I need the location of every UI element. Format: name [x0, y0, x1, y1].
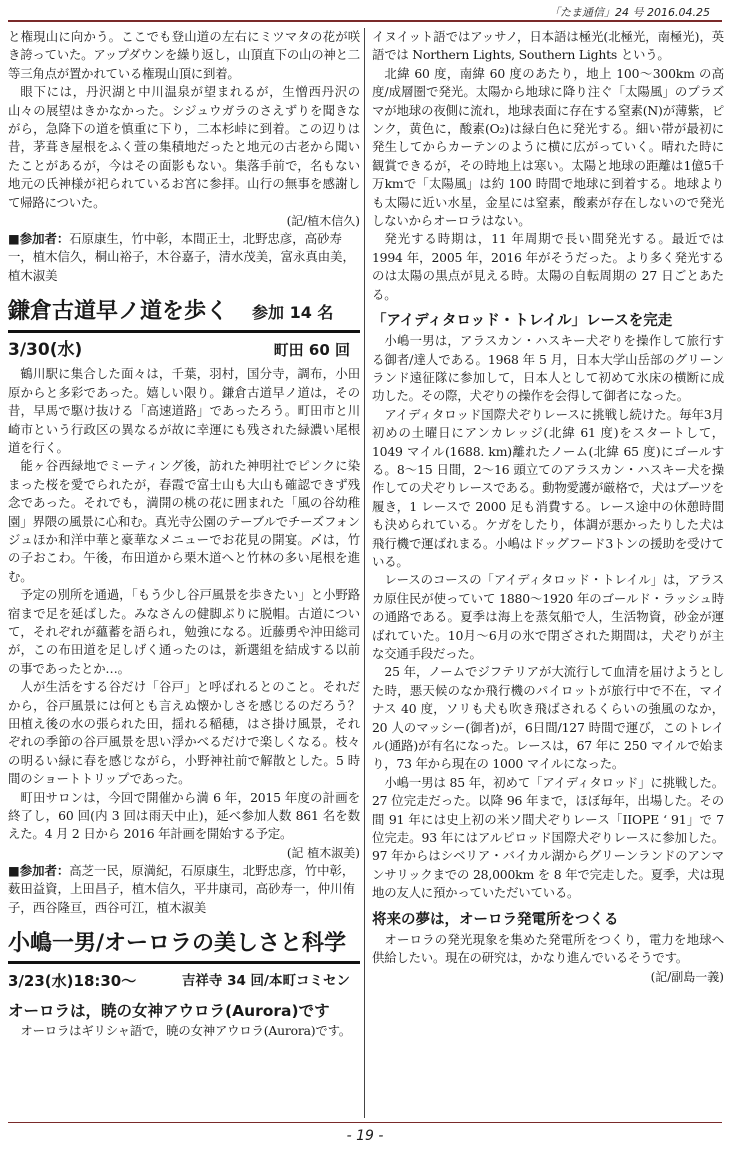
event-venue: 町田 60 回 — [273, 341, 350, 360]
issue-header: 「たま通信」24 号 2016.04.25 — [549, 6, 710, 19]
paragraph: アイディタロッド国際犬ぞりレースに挑戦し続けた。毎年3月初めの土曜日にアンカレッジ(北緯 61 度)をスタートして，1049 マイル(1688. km)離れたノーム(北緯 65 度)にゴールする。8〜15 日間，2〜16 頭立てのアラスカン・ハスキー犬を操作しての犬ぞりレースである。動物愛護が厳格で，犬はブーツを履き，1 レースで 2000 足も消費する。レース途中の休憩時間も決められている。ケガをしたり，体調が悪かったりした犬は飛行機で運ばれまる。小嶋はドッグフード3トンの援助を受けている。 — [372, 406, 724, 569]
paragraph: 小嶋一男は，アラスカン・ハスキー犬ぞりを操作して旅行する御者/達人である。1968 年 5 月，日本大学山岳部のグリーンランド遠征隊に参加して，日本人として初めて氷床の横断に成功した。その際，犬ぞりの操作を会得して御者になった。 — [372, 333, 724, 404]
event-venue: 吉祥寺 34 回/本町コミセン — [181, 973, 350, 990]
paragraph: オーロラの発光現象を集めた発電所をつくり，電力を地球へ供給したい。現在の研究は，かなり進んでいるそうです。 — [372, 931, 724, 966]
footer-rule — [8, 1122, 722, 1123]
paragraph: 北緯 60 度，南緯 60 度のあたり，地上 100〜300km の高度/成層圏で発光。太陽から地球に降り注ぐ「太陽風」のプラズマが地球の夜側に流れ，地球表面に存在する窒素(N)が薄紫，ピンク，黄色に，酸素(O₂)は緑白色に発光する。細い帯が最初に発生してからカーテンのように横に広がっていく。晴れた時に観賞できるが，その時地上は寒い。太陽と地球の距離は1億5千万kmで「太陽風」は約 100 時間で地球に到着する。地球よりも太陽に近い水星，金星には窒素，酸素が存在しないので発光しないからオーロラはない。 — [372, 65, 724, 229]
participants-names: 高芝一民，原満紀，石原康生，北野忠彦，竹中彰，薮田益資，上田昌子，植木信久，平井康司，高砂寿一，仲川侑子，西谷隆亘，西谷可江，植木淑美 — [8, 862, 355, 915]
paragraph: 鶴川駅に集合した面々は，千葉，羽村，国分寺，調布，小田原からと多彩であった。嬉しい限り。鎌倉古道早ノ道は，その昔，早馬で駆け抜ける「高速道路」であったろう。町田市と川崎市という行政区の異なるが故に幸運にも残された緑濃い尾根道を行く。 — [8, 366, 360, 455]
article-title-text: 鎌倉古道早ノ道を歩く — [8, 299, 229, 325]
article-title: 小嶋一男/オーロラの美しさと科学 — [8, 929, 360, 964]
paragraph: 25 年，ノームでジフテリアが大流行して血清を届けようとした時，悪天候のなか飛行機のパイロットが旅行中で不在，マイナス 40 度，ソリも犬も吹き飛ばされるくらいの強風のなか，20 人のマッシー(御者)が，6日間/127 時間で運び，このトレイル(通路)が有名になった。レースは，67 年に 250 マイルで始まり，73 年から現在の 1000 マイルになった。 — [372, 664, 724, 772]
participants-names: 石原康生，竹中彰，本間正士，北野忠彦，高砂寿一，植木信久，桐山裕子，木谷嘉子，清水茂美，富永真由美，植木淑美 — [8, 231, 355, 283]
paragraph: 町田サロンは，今回で開催から満 6 年，2015 年度の計画を終了し，60 回(内 3 回は雨天中止)，延べ参加人数 861 名を数えた。4 月 2 日から 2016 年計画を開始する予定。 — [8, 789, 360, 842]
section-heading: オーロラは，暁の女神アウロラ(Aurora)です — [8, 1002, 330, 1021]
section-heading: 将来の夢は，オーロラ発電所をつくる — [372, 911, 619, 928]
author-signature: (記/植木信久) — [286, 214, 360, 229]
event-info — [8, 968, 360, 994]
participant-count: 参加 14 名 — [252, 303, 334, 323]
event-date: 3/23(水)18:30〜 — [8, 972, 137, 991]
event-date: 3/30(水) — [8, 340, 83, 361]
page-number: - 19 - — [346, 1128, 384, 1144]
section-heading: 「アイディタロッド・トレイル」レースを完走 — [372, 313, 673, 330]
paragraph: 能ヶ谷西緑地でミーティング後，訪れた神明社でピンクに染まった桜を愛でられたが，春霞で富士山も大山も確認できず残念であった。それでも，満開の桃の花に囲まれた「風の谷幼稚園」界隈の風景に心和む。真光寺公園のテーブルでチーズフォンジュほか和洋中華と豪華なメニューでお花見の開宴。〆は，竹の子おこわ。午後，布田道から栗木道へと竹林の多い尾根を進む。 — [8, 458, 360, 584]
article-title — [8, 297, 360, 333]
paragraph: 小嶋一男は 85 年，初めて「アイディタロッド」に挑戦した。27 位完走だった。以降 96 年まで，ほぼ毎年，出場した。その間 91 年には史上初の米ソ間犬ぞりレース「IIOPE ‘ 91」で 7 位完走。93 年にはアルピロッド国際犬ぞりレースに参加した。97 年からはシベリア・バイカル湖からグリーンランドのアンマンサリックまでの 28,000km を 8 年で完走した。夏季，犬は現地の友人に預かっていただいている。 — [372, 774, 724, 901]
paragraph: オーロラはギリシャ語で，暁の女神アウロラ(Aurora)です。 — [20, 1023, 351, 1039]
right-column — [372, 28, 724, 986]
author-signature: (記/副島一義) — [650, 969, 724, 984]
participants-label: ■参加者： — [8, 862, 70, 878]
participants-list — [8, 230, 360, 285]
header-rule — [8, 20, 722, 22]
event-info — [8, 337, 360, 363]
participants-list — [8, 862, 360, 917]
column-divider — [364, 28, 365, 1118]
paragraph: 発光する時期は，11 年周期で長い間発光する。最近では 1994 年，2005 年，2016 年がそうだった。より多く発光するのは太陽の黒点が見える時。太陽の自転周期の 27 日ごとあたる。 — [372, 231, 724, 302]
paragraph: 眼下には，丹沢湖と中川温泉が望まれるが，生憎西丹沢の山々の展望はきかなかった。シジュウガラのさえずりを聞きながら，急降下の道を慎重に下り，二本杉峠に到着。この辺りは昔，茅葺き屋根をふく萱の集積地だったと地元の古老から聞いたことがあるが，今はその面影もない。集落手前で，名もない地元の氏神様が祀られているお宮に参拝。山行の無事を感謝して帰路についた。 — [8, 84, 360, 210]
participants-label: ■参加者： — [8, 231, 70, 247]
paragraph: と権現山に向かう。ここでも登山道の左右にミツマタの花が咲き誇っていた。アップダウンを繰り返し，山頂直下の山の神と二等三角点が置かれている権現山頂に到着。 — [8, 29, 360, 81]
left-column — [8, 28, 360, 1040]
paragraph: 人が生活をする谷だけ「谷戸」と呼ばれるとのこと。それだから，谷戸風景には何とも言えぬ懐かしさを感じるのだろう？田植え後の水の張られた田，揺れる稲穂，はさ掛け風景，それぞれの季節の谷戸風景を思い浮かべるだけで楽しくなる。枝々の明るい緑に春を感じながら，小野神社前で解散とした。5 時間のショートトリップであった。 — [8, 679, 360, 787]
paragraph: 予定の別所を通過，「もう少し谷戸風景を歩きたい」と小野路宿まで足を延ばした。みなさんの健脚ぶりに脱帽。古道について，それぞれが蘊蓄を語られ，勉強になる。近藤勇や沖田総司が，この布田道を足しげく通ったのは，新選組を結成する以前の事であったとか…。 — [8, 587, 360, 676]
author-signature: (記 植木淑美) — [286, 845, 360, 860]
paragraph: レースのコースの「アイディタロッド・トレイル」は，アラスカ原住民が使っていて 1880〜1920 年のゴールド・ラッシュ時の通路である。夏季は海上を蒸気船で人，生活物資，砂金が運ばれていた。10月〜6月の氷で閉ざされた期間は，犬ぞりが主な交通手段だった。 — [372, 572, 724, 661]
paragraph: イヌイット語ではアッサノ，日本語は極光(北極光，南極光)，英語では Northern Lights, Southern Lights という。 — [372, 29, 724, 63]
